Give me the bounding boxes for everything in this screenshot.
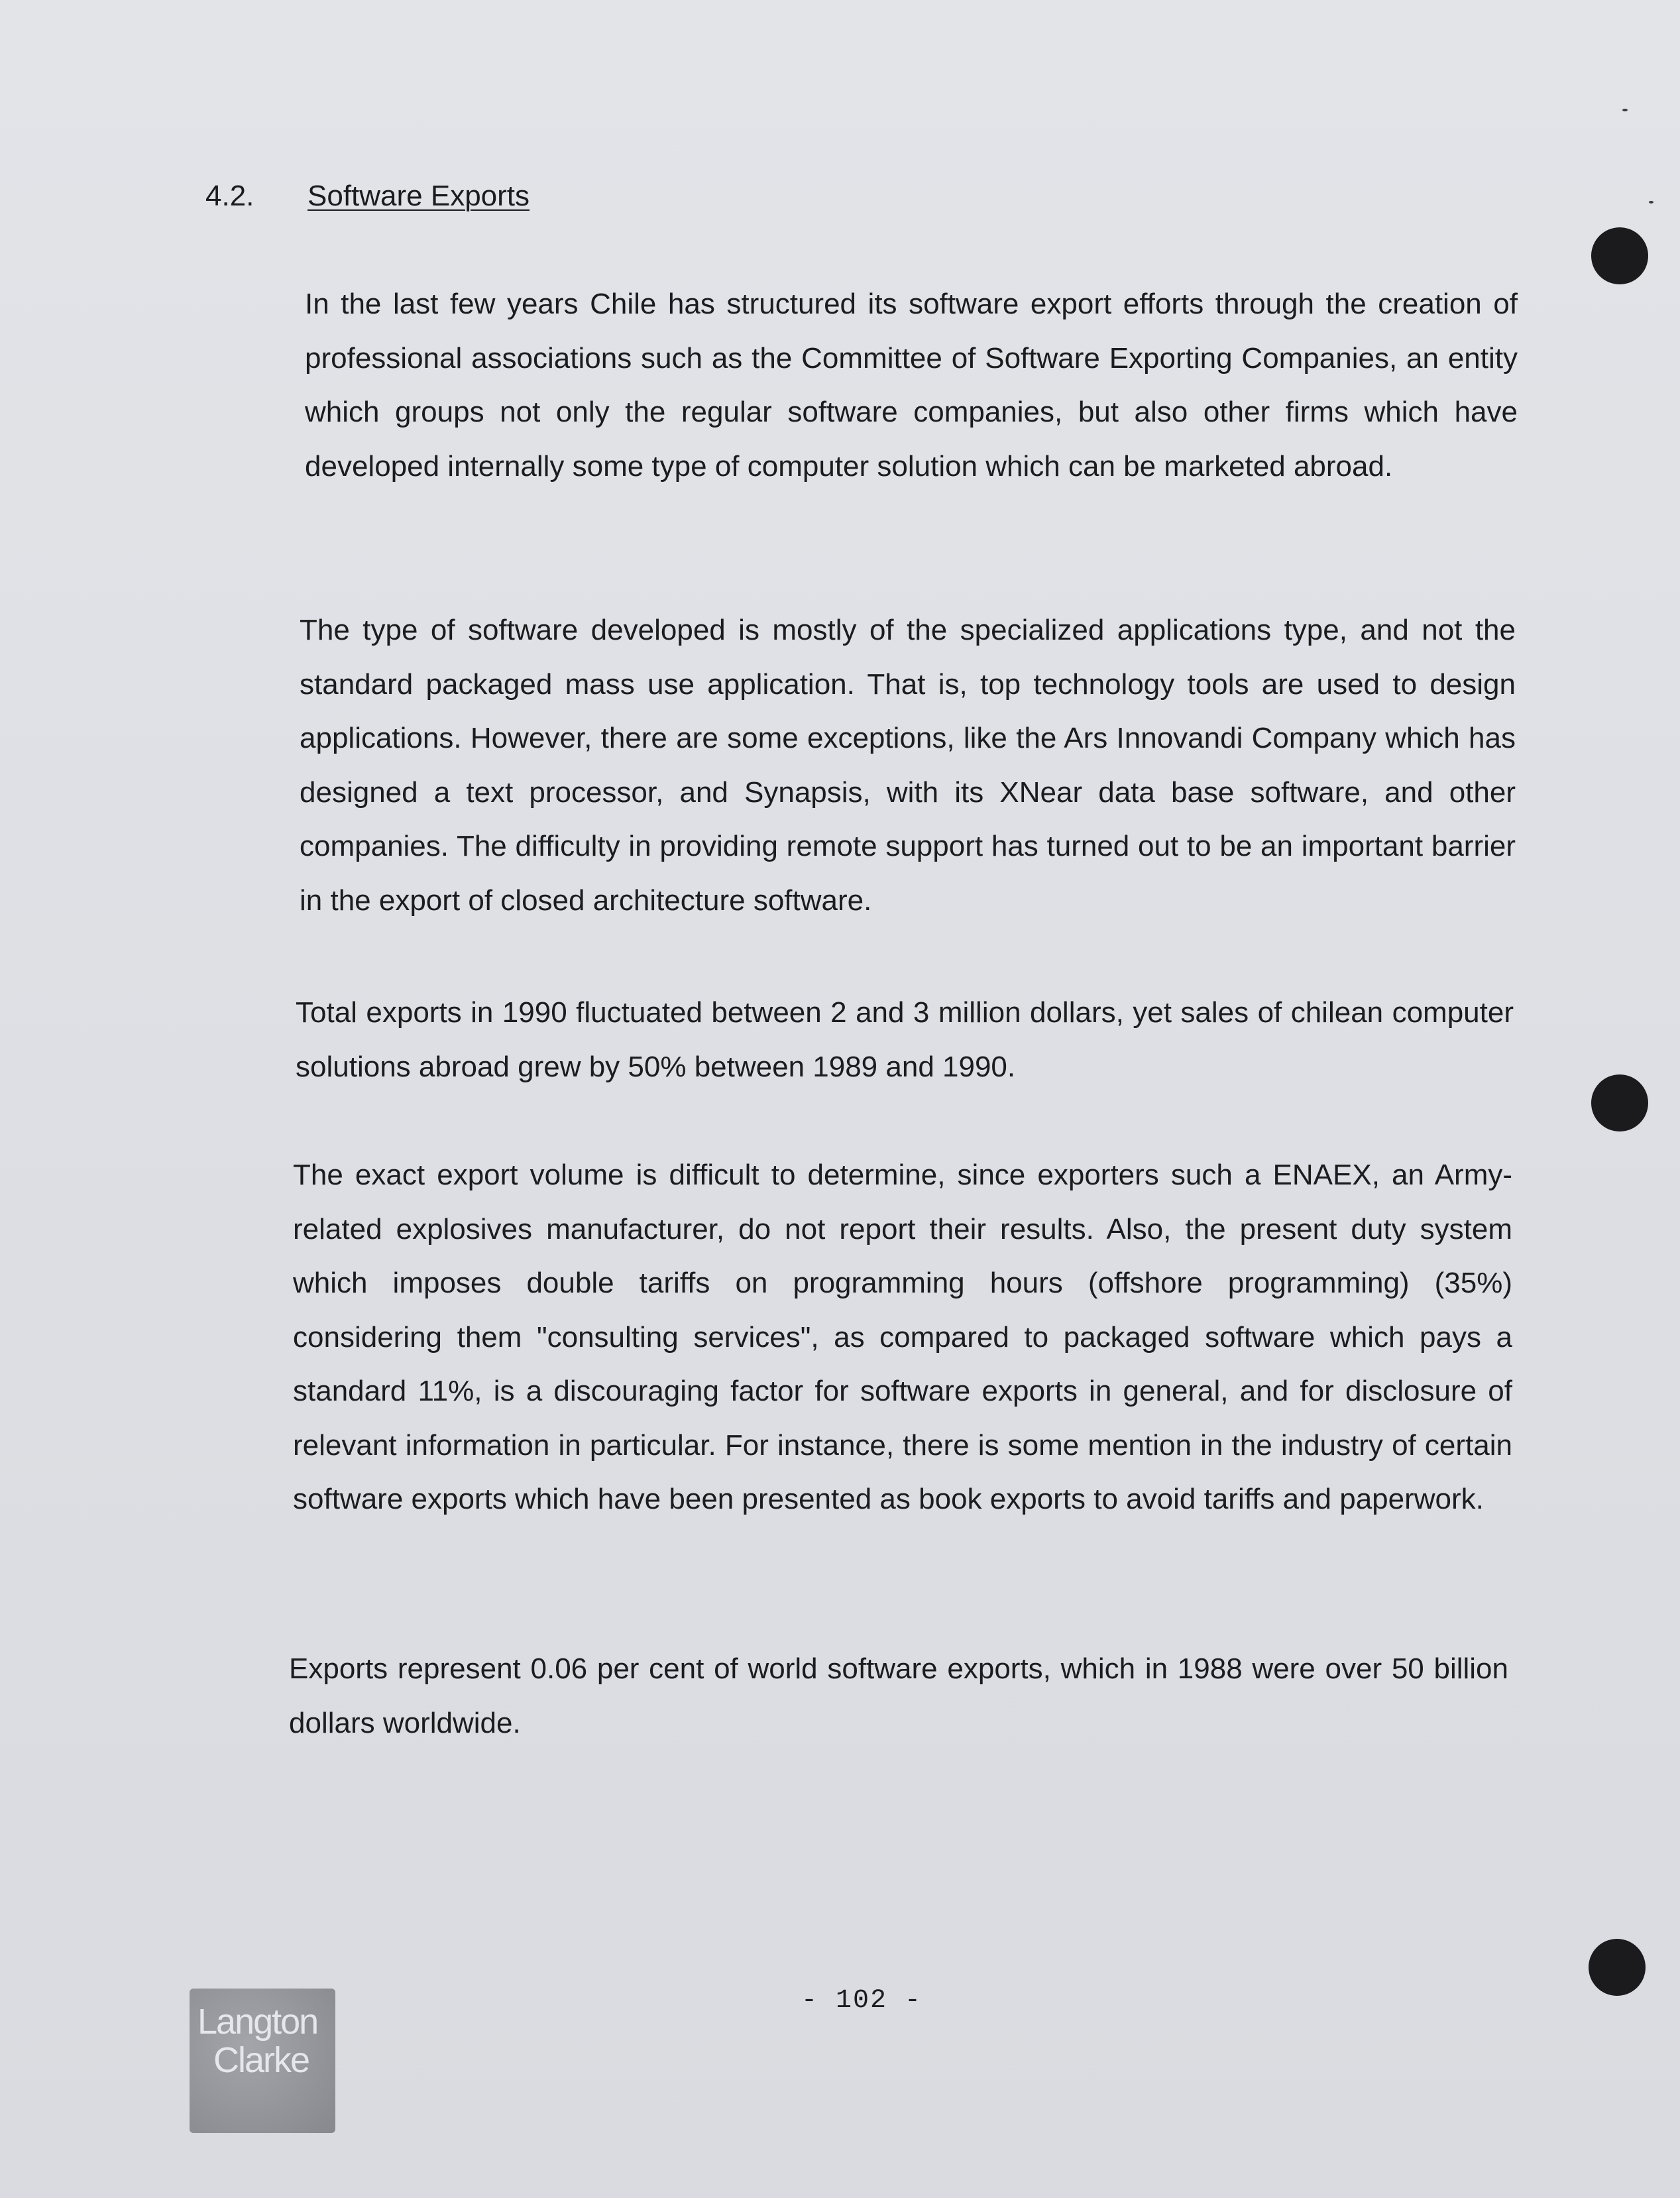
langton-clarke-logo: [190, 1989, 335, 2133]
paper-speck: [1622, 109, 1628, 111]
paragraph-world-share: Exports represent 0.06 per cent of world software exports, which in 1988 were over 50 billion dollars worldwide.: [289, 1652, 1508, 1739]
section-number: 4.2.: [205, 180, 254, 212]
page-number: - 102 -: [801, 1986, 923, 2016]
paragraph-software-type: The type of software developed is mostly of the specialized applications type, and not the standard packaged mass use application. That is, top technology tools are used to design applications. However, there are some exceptions, like the Ars Innovandi Company which has designed a text processor, and Synapsis, with its XNear data base software, and other companies. The difficulty in providing remote support has turned out to be an important barrier in the export of closed architecture software.: [300, 614, 1516, 917]
section-title: Software Exports: [308, 180, 530, 212]
section-heading: [205, 178, 530, 215]
binder-hole: [1591, 227, 1648, 284]
paper-speck: [1649, 201, 1653, 203]
paragraph-total-exports: Total exports in 1990 fluctuated between 2 and 3 million dollars, yet sales of chilean computer solutions abroad grew by 50% between 1989 and 1990.: [296, 996, 1514, 1083]
logo-text-line-2: Clarke: [213, 2040, 309, 2080]
binder-hole: [1591, 1074, 1648, 1131]
paragraph-export-volume: The exact export volume is difficult to determine, since exporters such a ENAEX, an Army-related explosives manufacturer, do not report their results. Also, the present duty system which imposes double tariffs on programming hours (offshore programming) (35%) considering them "consulting services", as compared to packaged software which pays a standard 11%, is a discouraging factor for software exports in general, and for disclosure of relevant information in particular. For instance, there is some mention in the industry of certain software exports which have been presented as book exports to avoid tariffs and paperwork.: [293, 1159, 1512, 1515]
paragraph-professional-associations: In the last few years Chile has structured its software export efforts through the creation of professional associations such as the Committee of Software Exporting Companies, an entity which groups not only the regular software companies, but also other firms which have developed internally some type of computer solution which can be marketed abroad.: [305, 288, 1518, 483]
logo-text-line-1: Langton: [197, 2002, 318, 2042]
binder-hole: [1589, 1939, 1646, 1996]
